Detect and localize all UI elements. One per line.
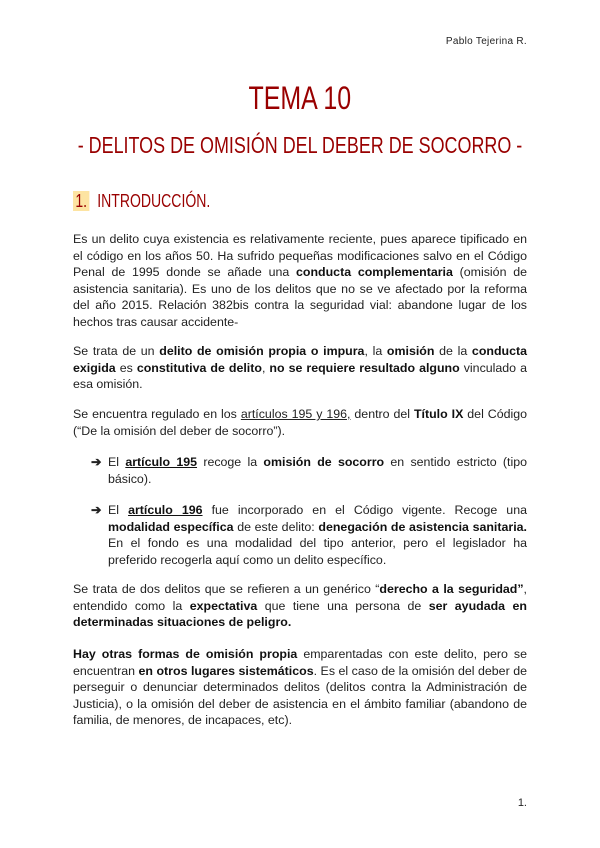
bold-text: conducta exigida	[73, 344, 527, 375]
bold-text: delito de omisión propia o impura	[159, 344, 365, 358]
section-title: INTRODUCCIÓN.	[97, 191, 211, 211]
underlined-text: artículo 195	[125, 455, 198, 469]
bold-text: omisión de socorro	[263, 455, 385, 469]
bold-text: denegación de asistencia sanitaria.	[318, 519, 527, 534]
text-run: En el fondo es una modalidad del tipo anterior, pero el legislador ha preferido recogerla aquí como un delito específico.	[108, 536, 527, 567]
text-run: (omisión de asistencia sanitaria). Es uno de los delitos que no se ve afectado por la reforma del año 2015. Relación 382bis contra la seguridad vial: abandone lugar de los hechos tras causar accidente-	[73, 265, 528, 329]
text-run: del Código (“De la omisión del deber de socorro”).	[73, 407, 528, 438]
text-run: Se trata de un	[73, 344, 160, 358]
text-run: que tiene una persona de	[257, 598, 429, 613]
page-header-author: Pablo Tejerina R.	[445, 36, 527, 47]
text-run: vinculado a esa omisión.	[73, 360, 527, 392]
bold-text: no se requiere resultado alguno	[269, 360, 460, 375]
text-run: Se encuentra regulado en los	[73, 407, 241, 421]
underlined-text: artículo 196	[128, 503, 203, 517]
text-run: Es un delito cuya existencia es relativamente reciente, pues aparece tipificado en el código en los años 50. Ha sufrido pequeñas modificaciones salvo en el Código Penal de 1995 donde se añade una	[73, 232, 527, 280]
bold-text: en otros lugares sistemáticos	[138, 663, 314, 678]
bold-text: expectativa	[189, 598, 258, 613]
text-run: recoge la	[197, 455, 264, 469]
bold-text: ser ayudada en determinadas situaciones de peligro.	[73, 598, 527, 630]
title-text: TEMA 10	[248, 80, 352, 116]
document-subtitle	[0, 132, 600, 159]
paragraph	[73, 343, 527, 393]
paragraph	[73, 581, 527, 631]
underlined-text: artículos 195 y 196,	[240, 407, 351, 421]
bold-text: omisión	[386, 344, 435, 358]
bold-text: Título IX	[413, 407, 464, 421]
text-run: de la	[434, 344, 472, 358]
text-run: , entendido como la	[73, 582, 527, 613]
document-title	[0, 80, 600, 117]
paragraph	[73, 646, 527, 729]
paragraph	[73, 231, 527, 331]
text-run: El	[108, 455, 126, 469]
text-run: de este delito:	[233, 519, 319, 534]
paragraph	[73, 406, 527, 439]
bold-text: constitutiva de delito	[136, 360, 262, 375]
text-run: ,	[261, 360, 270, 375]
arrow-bullet-icon: ➔	[91, 503, 102, 517]
bullet-item	[91, 502, 527, 568]
text-run: , la	[364, 344, 387, 358]
subtitle-text: - DELITOS DE OMISIÓN DEL DEBER DE SOCORRO -	[77, 132, 523, 158]
bullet-item	[91, 454, 527, 487]
text-run: Se trata de dos delitos que se refieren a un genérico “	[73, 582, 380, 596]
section-number: 1.	[73, 191, 89, 211]
text-run: dentro del	[350, 407, 414, 421]
text-run: . Es el caso de la omisión del deber de perseguir o denunciar determinados delitos (delitos contra la Administración de Justicia), o la omisión del deber de asistencia en el ámbito familiar (abandono de familia, de menores, de incapaces, etc).	[73, 663, 527, 728]
text-run: El	[108, 503, 129, 517]
page-number: 1.	[517, 797, 527, 809]
arrow-bullet-icon: ➔	[91, 455, 102, 469]
text-run: emparentadas con este delito, pero se encuentran	[73, 647, 527, 678]
text-run: en sentido estricto (tipo básico).	[108, 455, 528, 486]
bold-text: Hay otras formas de omisión propia	[73, 647, 298, 661]
bold-text: derecho a la seguridad”	[379, 582, 524, 596]
bold-text: modalidad específica	[108, 519, 234, 534]
text-run: fue incorporado en el Código vigente. Recoge una	[202, 503, 527, 517]
text-run: es	[115, 360, 137, 375]
section-heading	[73, 191, 249, 212]
bold-text: conducta complementaria	[296, 265, 453, 280]
